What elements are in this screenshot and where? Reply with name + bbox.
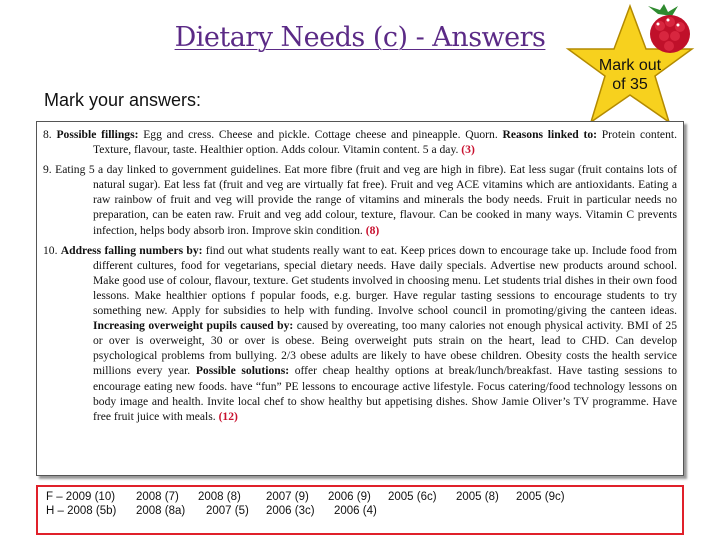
reference-item: 2006 (4) <box>334 505 377 517</box>
reference-item: 2005 (6c) <box>388 491 437 503</box>
reference-item: 2006 (3c) <box>266 505 315 517</box>
reference-item: 2005 (9c) <box>516 491 565 503</box>
marks-9: (8) <box>365 223 380 237</box>
answer-8: 8. Possible fillings: Egg and cress. Cheese and pickle. Cottage cheese and pineapple. Quorn. Reasons linked to: Protein content. Texture, flavour, taste. Healthier option. Adds colour. Vitamin content. 5 a day. (3) <box>43 128 677 157</box>
reference-item: H – 2008 (5b) <box>46 505 117 517</box>
reference-item: F – 2009 (10) <box>46 491 116 503</box>
reference-item: 2005 (8) <box>456 491 499 503</box>
mark-badge-text: Mark out of 35 <box>598 57 662 93</box>
answers-panel <box>36 121 684 476</box>
page-title: Dietary Needs (c) - Answers <box>174 22 546 53</box>
marks-8: (3) <box>461 143 475 157</box>
reference-item: 2006 (9) <box>328 491 371 503</box>
reference-item: 2008 (7) <box>136 491 179 503</box>
answer-10: 10. Address falling numbers by: find out what students really want to eat. Keep prices down to encourage take up. Include food from different cultures, food for vegetarians, special dietary needs. Have daily specials. Advertise new products around school. Make good use of colour, flavour, texture. Get students involved in choosing menu. Let students trial dishes in their own food lessons. Make healthier options f popular foods, e.g. burger. Have regular tasting sessions to encourage students to try something new. Apply for subsidies to help with funding. Involve school council in promoting/giving the canteen ideas. Increasing overweight pupils caused by: caused by overeating, too many calories not enough physical activity. BMI of 25 or over is overweight, 30 or over is obese. Being overweight puts strain on the heart, lead to CHD. Can develop psychological problems from bullying. 2/3 obese adults are likely to have obese children. Obesity costs the health service millions every year. Possible solutions: offer cheap healthy options at break/lunch/breakfast. Have tasting sessions to encourage eating new foods. have “fun” PE lessons to encourage active lifestyle. Focus catering/food technology lessons on body image and health. Invite local chef to show healthy but appetising dishes. Show Jamie Oliver’s TV programme. Have free fruit juice with meals. (12) <box>43 243 677 423</box>
raspberry-icon <box>640 4 696 56</box>
subtitle: Mark your answers: <box>44 90 202 110</box>
reference-item: 2007 (5) <box>206 505 249 517</box>
reference-row-2 <box>46 504 674 518</box>
reference-item: 2008 (8) <box>198 491 241 503</box>
answer-9: 9. Eating 5 a day linked to government guidelines. Eat more fibre (fruit and veg are high in fibre). Eat less sugar (fruit contains lots of natural sugar). Eat less fat (fruit and veg are virtually fat free). Fruit and veg ACE vitamins which are antioxidants. Eating a raw rainbow of fruit and veg will provide the range of vitamins and minerals the body needs. Fruit in particular needs no preparation, can be eaten raw. Fruit and veg add colour, texture, flavour. Can be cooked in many ways. Vitamin C prevents infection, helps body absorb iron. Improve skin condition. (8) <box>43 163 677 237</box>
reference-item: 2007 (9) <box>266 491 309 503</box>
reference-row-1 <box>46 490 674 504</box>
past-paper-references <box>36 485 684 535</box>
marks-10: (12) <box>218 409 238 423</box>
reference-item: 2008 (8a) <box>136 505 186 517</box>
